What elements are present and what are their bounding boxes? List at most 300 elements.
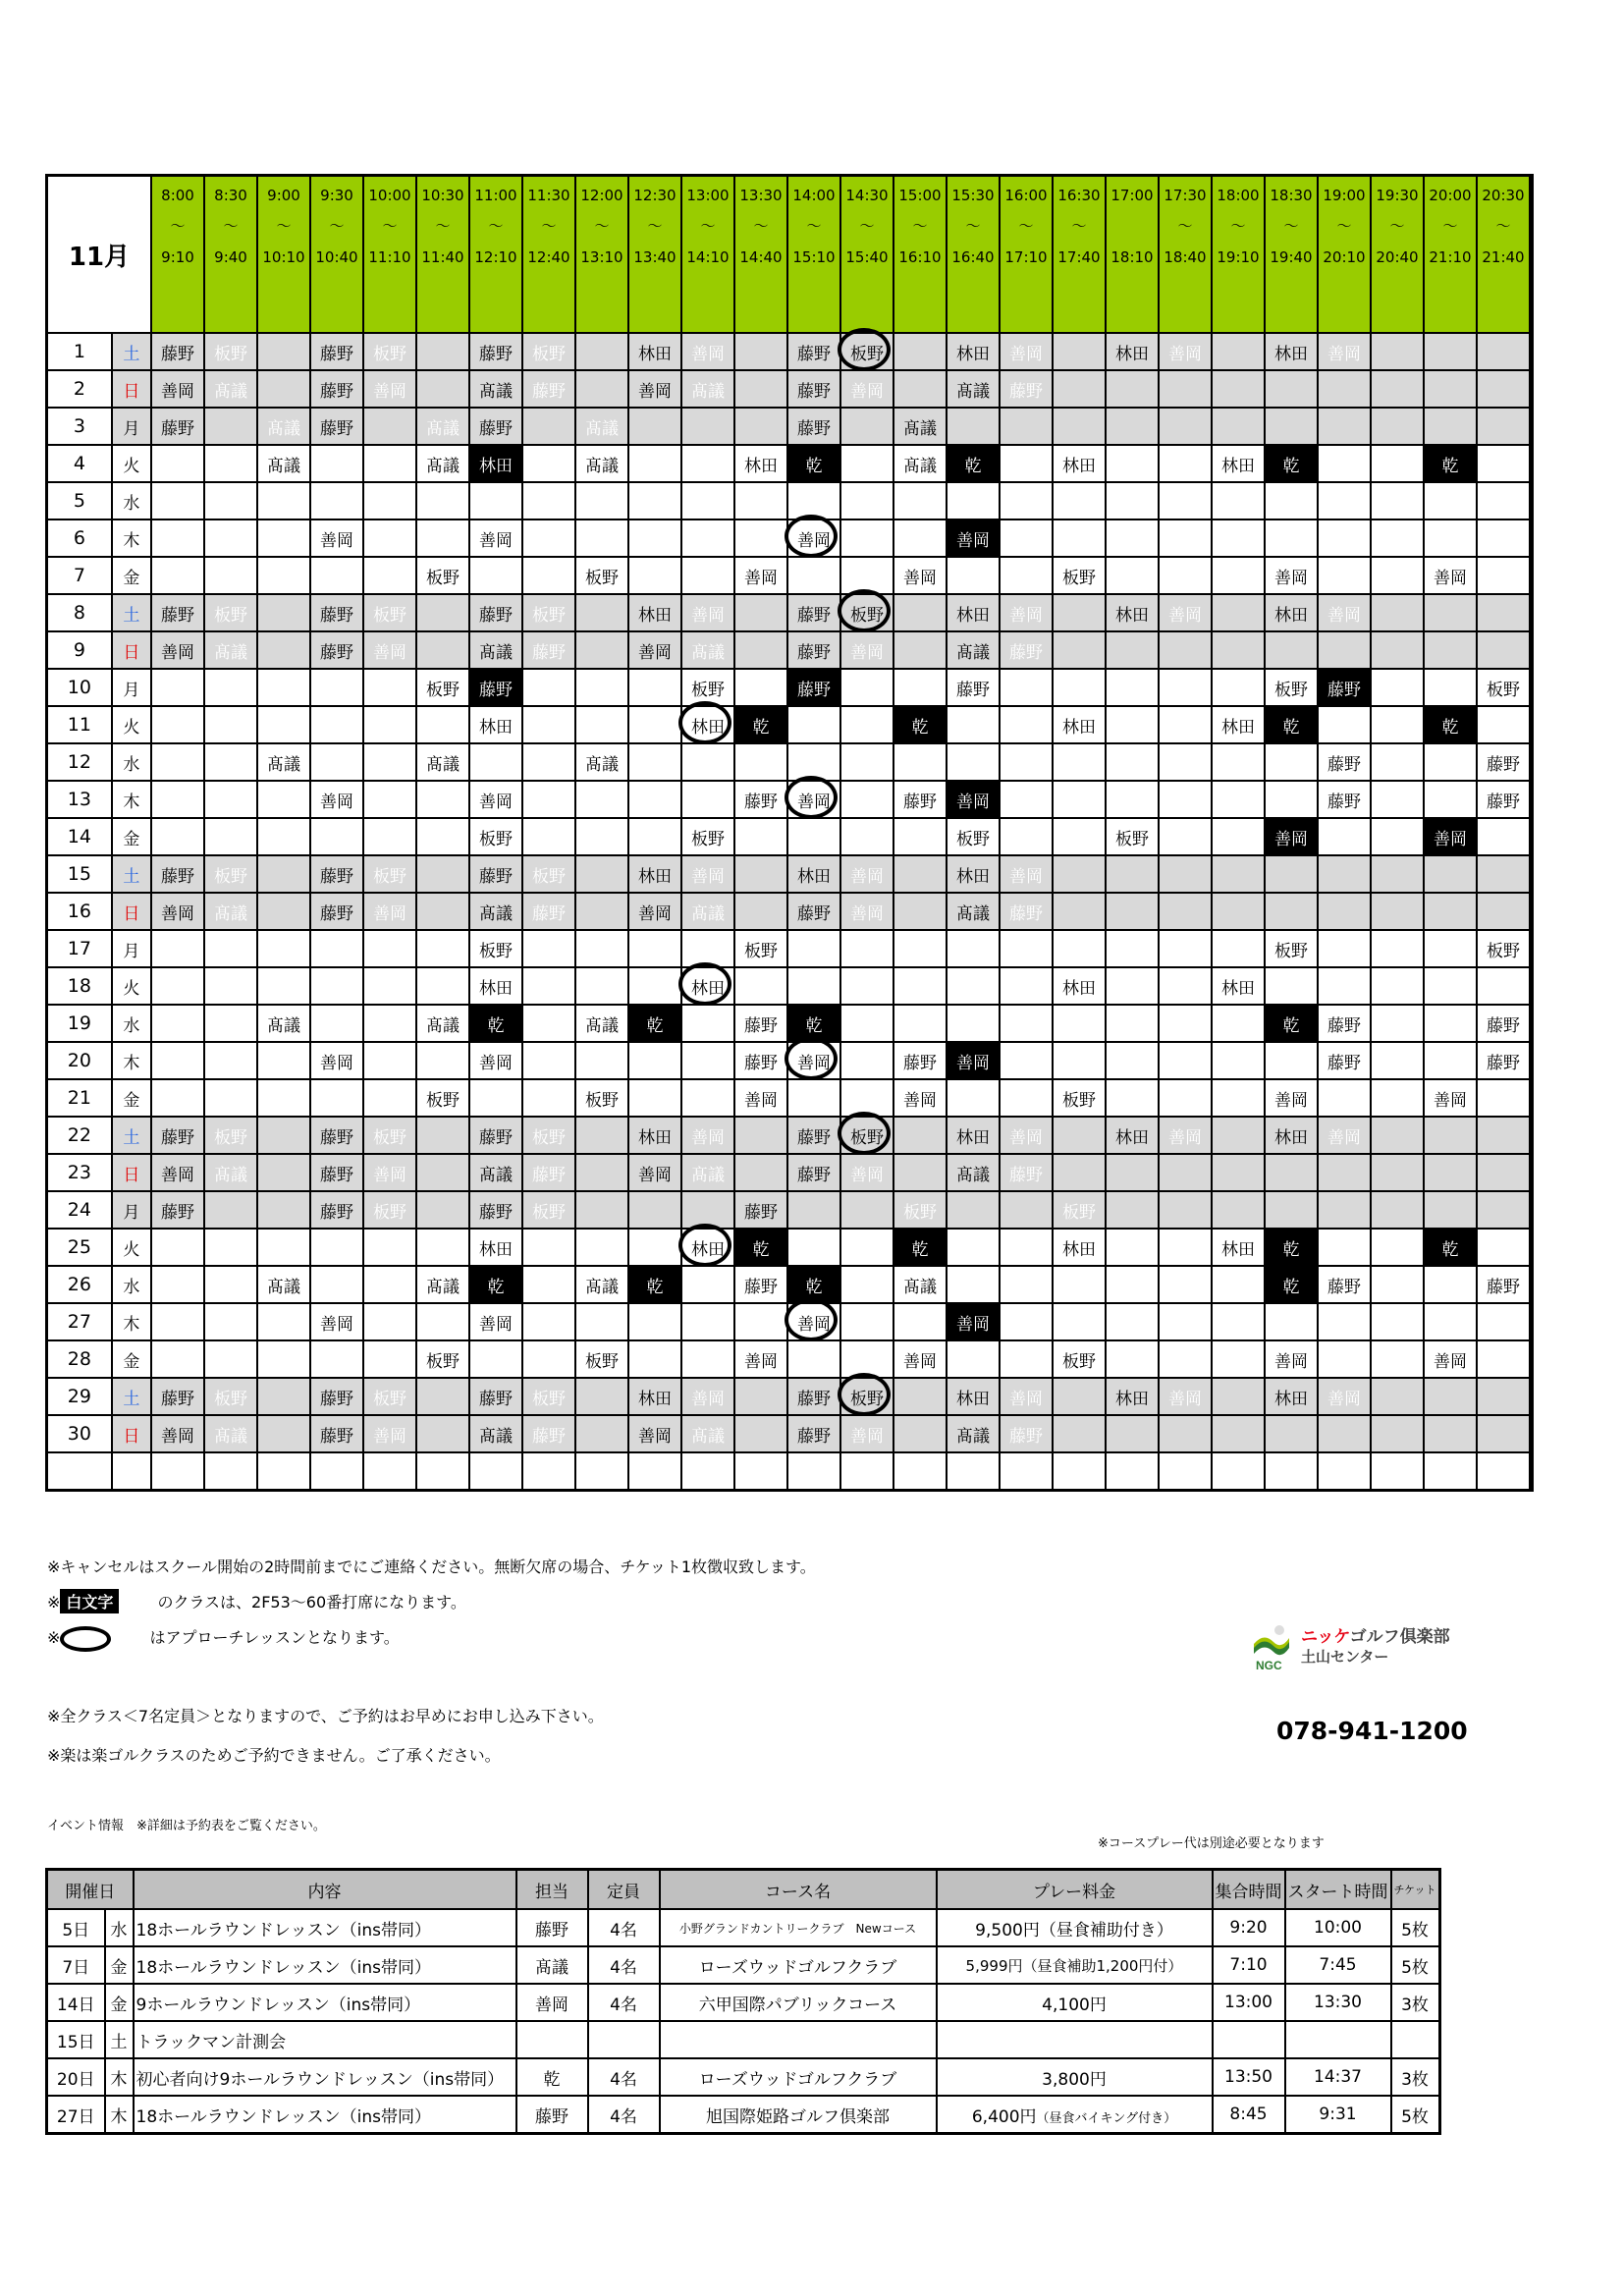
lesson-cell [1000,1117,1053,1154]
empty-cell [1477,594,1530,631]
instructor-name: 林田 [691,978,725,999]
empty-cell [1106,1042,1159,1079]
lesson-cell [1424,1079,1477,1117]
empty-cell [1053,743,1106,781]
empty-cell [787,482,840,519]
instructor-name: 林田 [744,456,778,476]
instructor-name: 髙議 [585,1015,619,1036]
empty-cell [1318,557,1371,594]
instructor-name: 善岡 [320,792,353,812]
empty-cell [1053,893,1106,930]
lesson-cell [681,855,734,893]
empty-cell [204,706,257,743]
empty-cell [893,1452,947,1491]
empty-cell [1159,519,1212,557]
empty-cell [204,557,257,594]
lesson-cell [787,445,840,482]
instructor-name: 髙議 [267,1277,300,1297]
empty-cell [787,930,840,967]
lesson-cell [893,1229,947,1266]
lesson-cell [257,445,310,482]
empty-cell [1159,445,1212,482]
lesson-cell [416,1005,469,1042]
empty-cell [204,1229,257,1266]
fee-main: 6,400円 [971,2106,1037,2127]
lesson-cell [469,1117,522,1154]
instructor-name: 善岡 [638,1165,672,1185]
instructor-name: 板野 [1487,680,1520,700]
lesson-cell [1053,1079,1106,1117]
lesson-cell [734,445,787,482]
empty-cell [575,519,628,557]
empty-cell [1106,408,1159,445]
instructor-name: 藤野 [744,1202,778,1223]
slot-end: 13:10 [580,248,623,266]
instructor-name: 髙議 [214,381,247,402]
empty-cell [1318,445,1371,482]
empty-cell [257,594,310,631]
empty-cell [628,557,681,594]
lesson-cell [204,370,257,408]
empty-cell [257,1303,310,1340]
weekday: 木 [112,1303,151,1340]
empty-cell [1265,1154,1318,1191]
empty-cell [1212,370,1265,408]
instructor-name: 藤野 [532,1426,566,1447]
svg-text:NGC: NGC [1256,1659,1282,1672]
empty-cell [1371,482,1424,519]
instructor-name: 林田 [1221,978,1255,999]
lesson-cell [522,1154,575,1191]
time-slot-header [522,176,575,334]
instructor-name: 林田 [797,866,831,887]
time-slot-header [1212,176,1265,334]
empty-cell [1106,482,1159,519]
empty-cell [363,743,416,781]
instructor-name: 林田 [1062,717,1096,738]
empty-cell [1318,1079,1371,1117]
instructor-name: 藤野 [161,866,194,887]
schedule-row [47,519,1533,557]
empty-cell [1212,1042,1265,1079]
lesson-cell [469,1229,522,1266]
empty-cell [575,370,628,408]
empty-cell [575,1452,628,1491]
schedule-row [47,818,1533,855]
empty-cell [151,1042,204,1079]
empty-cell [310,1266,363,1303]
empty-cell [1318,408,1371,445]
empty-cell [1530,1378,1533,1415]
lesson-cell [1424,706,1477,743]
instructor-name: 善岡 [903,1090,937,1111]
instructor-name: 乾 [1441,1239,1459,1260]
instructor-name: 林田 [691,717,725,738]
day-number: 5 [47,482,112,519]
lesson-cell [575,408,628,445]
lesson-cell [681,967,734,1005]
schedule-row [47,370,1533,408]
instructor-name: 乾 [1282,1239,1300,1260]
empty-cell [257,1452,310,1491]
empty-cell [363,930,416,967]
lesson-cell [628,594,681,631]
day-number: 16 [47,893,112,930]
event-staff: 善岡 [516,1984,588,2021]
empty-cell [893,1378,947,1415]
lesson-cell [1000,631,1053,669]
empty-cell [204,519,257,557]
event-meet: 13:50 [1213,2058,1285,2096]
instructor-name: 藤野 [797,642,831,663]
lesson-cell [628,1266,681,1303]
instructor-name: 善岡 [797,792,831,812]
empty-cell [1000,519,1053,557]
empty-cell [204,930,257,967]
lesson-cell [204,1154,257,1191]
slot-separator: 〜 [647,217,663,235]
schedule-row [47,631,1533,669]
empty-cell [1371,1005,1424,1042]
empty-cell [416,1191,469,1229]
empty-cell [1053,482,1106,519]
events-header-row [47,1870,1440,1910]
empty-cell [575,893,628,930]
empty-cell [893,855,947,893]
event-start: 9:31 [1285,2096,1391,2134]
empty-cell [1053,631,1106,669]
lesson-cell [469,333,522,370]
empty-cell [681,557,734,594]
empty-cell [1159,855,1212,893]
time-slot-header [469,176,522,334]
instructor-name: 髙議 [426,456,460,476]
empty-cell [734,818,787,855]
instructor-name: 乾 [1441,456,1459,476]
instructor-name: 板野 [426,1090,460,1111]
event-content: 18ホールラウンドレッスン（ins帯同） [134,2096,516,2134]
instructor-name: 髙議 [479,381,513,402]
instructor-name: 板野 [532,1127,566,1148]
lesson-cell [310,781,363,818]
lesson-cell [310,855,363,893]
lesson-cell [628,1005,681,1042]
instructor-name: 乾 [646,1277,664,1297]
lesson-cell [840,1378,893,1415]
slot-separator: 〜 [700,217,716,235]
lesson-cell [681,1229,734,1266]
event-cap: 4名 [588,1909,660,1946]
empty-cell [1477,333,1530,370]
slot-start: 8:30 [214,187,247,204]
empty-cell [893,333,947,370]
instructor-name: 髙議 [214,1165,247,1185]
empty-cell [257,930,310,967]
schedule-row [47,482,1533,519]
event-content: 初心者向け9ホールラウンドレッスン（ins帯同） [134,2058,516,2096]
empty-cell [1424,408,1477,445]
instructor-name: 髙議 [956,642,990,663]
empty-cell [257,1340,310,1378]
day-number: 21 [47,1079,112,1117]
empty-cell [469,743,522,781]
weekday: 火 [112,706,151,743]
lesson-cell [787,1415,840,1452]
empty-cell [1424,370,1477,408]
empty-cell [1424,669,1477,706]
instructor-name: 板野 [1274,941,1308,961]
lesson-cell [363,333,416,370]
lesson-cell [416,1266,469,1303]
empty-cell [628,1042,681,1079]
lesson-cell [1000,1378,1053,1415]
instructor-name: 善岡 [1009,605,1043,626]
lesson-cell [310,1303,363,1340]
empty-cell [1053,1378,1106,1415]
event-staff: 藤野 [516,1909,588,1946]
instructor-name: 善岡 [1434,1351,1467,1372]
instructor-name: 善岡 [479,792,513,812]
empty-cell [575,781,628,818]
weekday: 日 [112,1154,151,1191]
instructor-name: 善岡 [373,903,406,924]
empty-cell [840,445,893,482]
empty-cell [1371,333,1424,370]
event-content: 18ホールラウンドレッスン（ins帯同） [134,1946,516,1984]
instructor-name: 髙議 [956,1165,990,1185]
lesson-cell [947,445,1000,482]
weekday [112,1452,151,1491]
lesson-cell [893,557,947,594]
time-slot-header [1477,176,1530,334]
empty-cell [1371,1378,1424,1415]
instructor-name: 善岡 [1327,605,1361,626]
empty-cell [257,1117,310,1154]
time-slot-header [1159,176,1212,334]
slot-end: 21:10 [1429,248,1472,266]
slot-end: 20:40 [1376,248,1419,266]
empty-cell [840,1005,893,1042]
empty-cell [947,706,1000,743]
empty-cell [1371,631,1424,669]
empty-cell [1477,967,1530,1005]
empty-cell [257,1191,310,1229]
empty-cell [575,855,628,893]
instructor-name: 藤野 [320,1202,353,1223]
instructor-name: 乾 [805,456,823,476]
event-date: 7日 [47,1946,105,1984]
instructor-name: 善岡 [1274,1090,1308,1111]
event-row [47,1946,1440,1984]
instructor-name: 藤野 [903,792,937,812]
empty-cell [1053,594,1106,631]
empty-cell [1371,855,1424,893]
empty-cell [787,1191,840,1229]
empty-cell [628,519,681,557]
instructor-name: 板野 [1062,1090,1096,1111]
lesson-cell [151,855,204,893]
instructor-name: 髙議 [267,1015,300,1036]
instructor-name: 善岡 [479,1314,513,1335]
lesson-cell [469,706,522,743]
instructor-name: 林田 [1221,456,1255,476]
slot-end: 20:10 [1323,248,1366,266]
empty-cell [734,1378,787,1415]
lesson-cell [1424,445,1477,482]
schedule-row [47,1415,1533,1452]
empty-cell [310,445,363,482]
empty-cell [681,1340,734,1378]
empty-cell [204,408,257,445]
lesson-cell [310,594,363,631]
empty-cell [522,1042,575,1079]
instructor-name: 板野 [532,605,566,626]
instructor-name: 藤野 [1487,754,1520,775]
empty-cell [1000,967,1053,1005]
lesson-cell [947,370,1000,408]
empty-cell [1477,1378,1530,1415]
instructor-name: 林田 [479,456,513,476]
instructor-name: 林田 [691,1239,725,1260]
empty-cell [1159,893,1212,930]
lesson-cell [1265,669,1318,706]
empty-cell [1318,1340,1371,1378]
slot-start: 13:00 [686,187,730,204]
instructor-name: 善岡 [320,1053,353,1073]
lesson-cell [947,1117,1000,1154]
empty-cell [522,1229,575,1266]
instructor-name: 善岡 [1434,1090,1467,1111]
empty-cell [1000,706,1053,743]
empty-cell [787,1229,840,1266]
empty-cell [151,445,204,482]
empty-cell [416,967,469,1005]
event-fee [937,2021,1213,2058]
empty-cell [257,1079,310,1117]
event-ticket: 5枚 [1391,1946,1440,1984]
lesson-cell [681,333,734,370]
event-date: 15日 [47,2021,105,2058]
instructor-name: 髙議 [214,903,247,924]
empty-cell [416,1154,469,1191]
empty-cell [1212,1079,1265,1117]
approach-ring-icon [60,1626,111,1652]
instructor-name: 髙議 [691,1426,725,1447]
empty-cell [1318,1191,1371,1229]
lesson-cell [522,1378,575,1415]
lesson-cell [947,1042,1000,1079]
schedule-header-row [47,176,1533,334]
empty-cell [257,967,310,1005]
lesson-cell [257,743,310,781]
schedule-row [47,1378,1533,1415]
slot-separator: 〜 [1336,217,1352,235]
empty-cell [204,1452,257,1491]
lesson-cell [1265,930,1318,967]
slot-end: 15:10 [792,248,836,266]
empty-cell [628,818,681,855]
empty-cell [1265,855,1318,893]
slot-start: 16:30 [1057,187,1101,204]
slot-separator: 〜 [170,217,186,235]
schedule-row [47,1191,1533,1229]
lesson-cell [1159,594,1212,631]
lesson-schedule-table [45,174,1534,1492]
empty-cell [575,333,628,370]
instructor-name: 板野 [1062,1351,1096,1372]
empty-cell [257,1042,310,1079]
instructor-name: 板野 [585,568,619,588]
white-text-legend [47,1589,466,1613]
event-staff: 乾 [516,2058,588,2096]
empty-cell [204,482,257,519]
lesson-cell [151,1117,204,1154]
header-capacity: 定員 [588,1870,660,1910]
weekday: 日 [112,893,151,930]
instructor-name: 髙議 [479,1165,513,1185]
lesson-cell [734,706,787,743]
lesson-cell [840,1415,893,1452]
event-ticket [1391,2021,1440,2058]
empty-cell [1159,1452,1212,1491]
empty-cell [151,669,204,706]
instructor-name: 髙議 [426,754,460,775]
lesson-cell [416,1340,469,1378]
empty-cell [1424,1191,1477,1229]
empty-cell [522,1303,575,1340]
slot-start: 8:00 [161,187,194,204]
empty-cell [1000,669,1053,706]
event-cap: 4名 [588,1946,660,1984]
empty-cell [204,818,257,855]
empty-cell [893,1117,947,1154]
empty-cell [1053,1042,1106,1079]
slot-end: 21:40 [1482,248,1525,266]
header-course: コース名 [660,1870,937,1910]
empty-cell [628,1191,681,1229]
empty-cell [1477,1117,1530,1154]
empty-cell [522,482,575,519]
instructor-name: 林田 [956,344,990,364]
fee-main: 4,100円 [1042,1995,1107,2015]
lesson-cell [151,1191,204,1229]
lesson-cell [257,1005,310,1042]
lesson-cell [416,743,469,781]
lesson-cell [787,781,840,818]
lesson-cell [1000,1415,1053,1452]
empty-cell [1000,781,1053,818]
empty-cell [1530,1117,1533,1154]
lesson-cell [1424,1229,1477,1266]
lesson-cell [1265,1340,1318,1378]
instructor-name: 善岡 [691,605,725,626]
instructor-name: 善岡 [850,866,884,887]
slot-separator: 〜 [488,217,504,235]
lesson-cell [310,1415,363,1452]
instructor-name: 乾 [964,456,982,476]
empty-cell [1371,445,1424,482]
instructor-name: 髙議 [479,642,513,663]
empty-cell [1159,930,1212,967]
empty-cell [1159,1191,1212,1229]
slot-start: 10:00 [368,187,411,204]
schedule-row [47,1229,1533,1266]
instructor-name: 林田 [1274,1127,1308,1148]
instructor-name: 善岡 [903,1351,937,1372]
lesson-cell [522,1191,575,1229]
phone-number: 078-941-1200 [1276,1717,1468,1745]
instructor-name: 善岡 [1009,866,1043,887]
